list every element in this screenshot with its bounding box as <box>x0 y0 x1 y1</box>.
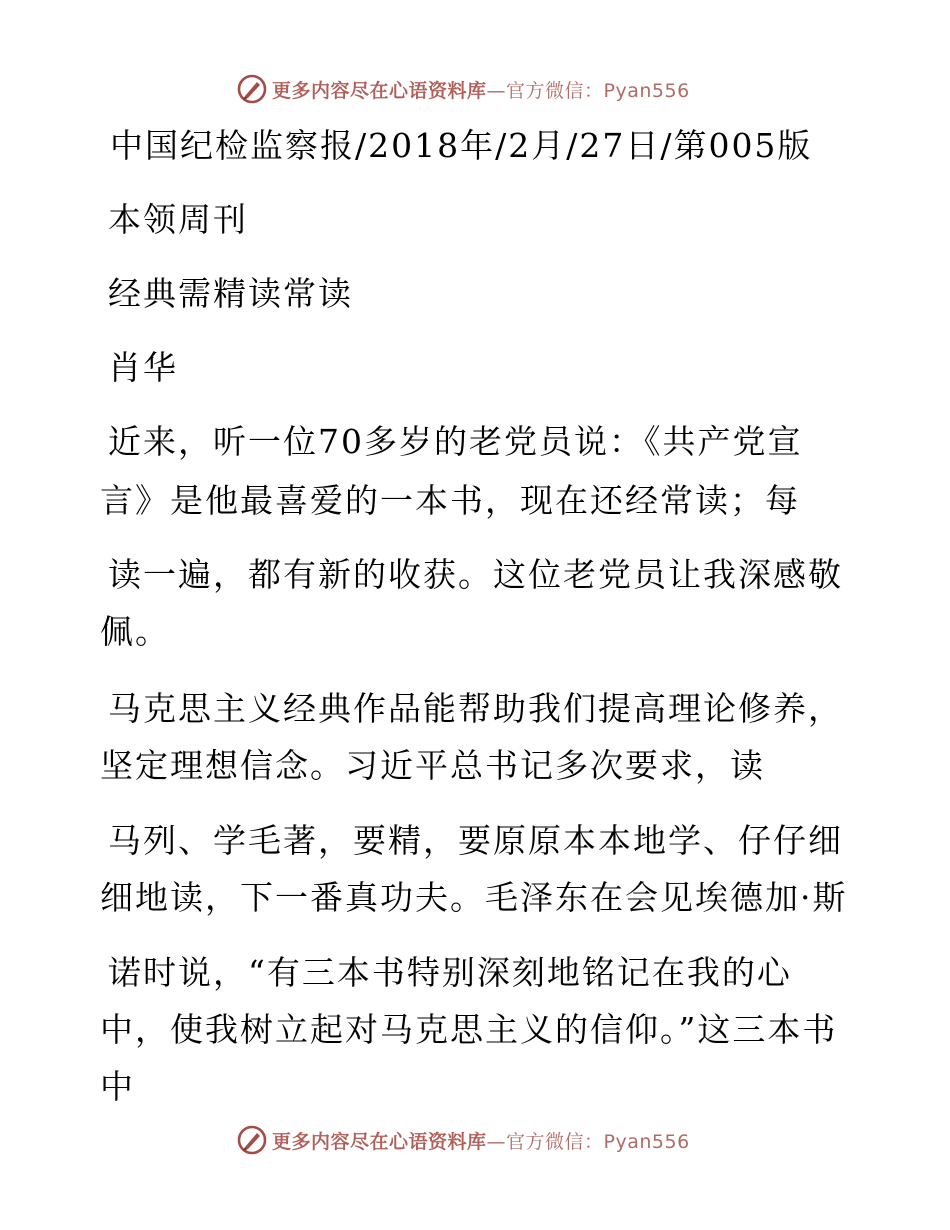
body-line: 坚定理想信念。习近平总书记多次要求，读 <box>100 746 765 785</box>
body-line: 近来，听一位70多岁的老党员说：《共产党宣 <box>108 422 803 461</box>
banner-slogan: 更多内容尽在心语资料库 <box>272 79 487 102</box>
footer-watermark-banner <box>236 1123 716 1157</box>
banner-wechat-id: Pyan556 <box>603 79 690 102</box>
banner-separator: — <box>486 79 507 102</box>
body-line: 佩。 <box>100 612 170 651</box>
body-line: 读一遍，都有新的收获。这位老党员让我深感敬 <box>108 555 843 594</box>
body-line: 马克思主义经典作品能帮助我们提高理论修养， <box>108 689 843 728</box>
banner-wechat-id: Pyan556 <box>603 1130 690 1153</box>
body-line: 中 <box>100 1067 135 1106</box>
body-line: 诺时说，“有三本书特别深刻地铭记在我的心 <box>108 953 792 992</box>
body-line: 马列、学毛著，要精，要原原本本地学、仔仔细 <box>108 821 843 860</box>
pen-logo-icon <box>236 1124 268 1156</box>
banner-wechat-label: 官方微信： <box>506 1130 604 1153</box>
banner-separator: — <box>486 1130 507 1153</box>
article-title: 经典需精读常读 <box>108 274 353 313</box>
header-watermark-banner <box>236 72 716 106</box>
banner-slogan: 更多内容尽在心语资料库 <box>272 1130 487 1153</box>
body-line: 言》是他最喜爱的一本书，现在还经常读；每 <box>100 481 800 520</box>
body-line: 细地读，下一番真功夫。毛泽东在会见埃德加·斯 <box>100 878 848 917</box>
body-line: 中，使我树立起对马克思主义的信仰。”这三本书 <box>100 1010 838 1049</box>
column-name: 本领周刊 <box>108 200 248 239</box>
banner-wechat-label: 官方微信： <box>506 79 604 102</box>
pen-logo-icon <box>236 73 268 105</box>
article-author: 肖华 <box>108 348 178 387</box>
source-line: 中国纪检监察报/2018年/2月/27日/第005版 <box>110 126 813 165</box>
